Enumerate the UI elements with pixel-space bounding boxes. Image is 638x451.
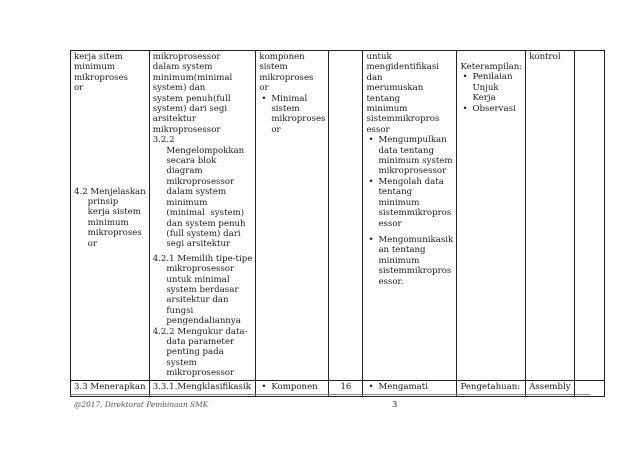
competency-text-top: kerja sitem minimum mikroproses or <box>74 52 129 94</box>
assessment-cell: Pengetahuan: <box>457 380 526 396</box>
footer-rule <box>70 394 590 395</box>
material-text: komponen sistem mikroproses or <box>259 52 314 94</box>
activity-list <box>366 135 453 287</box>
time-cell: 16 <box>329 380 363 396</box>
list-item: • Mengumpulkan data tentang minimum system mikroprosessor <box>366 135 453 177</box>
list-item: • Observasi <box>460 104 522 114</box>
indicator-cell: 3.3.1.Mengklasifikasik <box>149 380 256 396</box>
activity-text: untuk mengidentifikasi dan merumuskan tentang minimum sistemmikropros essor <box>366 52 440 135</box>
indicator-text: 4.2.1 Memilih tipe-tipe mikroprosessor untuk minimal system berdasar arsitektur dan fungsi pengendaliannya <box>152 253 253 327</box>
competency-cell <box>71 51 150 381</box>
material-cell <box>256 51 329 381</box>
resource-cell: Assembly <box>526 380 574 396</box>
time-cell <box>329 51 363 381</box>
footer-organization: @2017, Direktorat Pembinaan SMK <box>74 400 209 409</box>
list-item: • Mengolah data tentang minimum sistemmikropros essor <box>366 177 453 229</box>
resource-text: kontrol <box>529 52 561 62</box>
resource-cell <box>526 51 574 381</box>
assessment-label: Keterampilan: <box>460 62 523 72</box>
activity-cell <box>363 51 457 381</box>
indicator-cell <box>149 51 256 381</box>
indicator-text: 4.2.2 Mengukur data- data parameter penting pada system mikroprosessor <box>152 326 248 379</box>
competency-cell: 3.3 Menerapkan <box>71 380 150 396</box>
competency-text-bottom: 4.2 Menjelaskan prinsip kerja sistem minimum mikroproses or <box>74 186 146 249</box>
indicator-text: mikroprosessor dalam system minimum(minimal system) dan system penuh(full system) dari segi arsitektur mikroprosessor <box>152 52 233 135</box>
list-item: • Penilaian Unjuk Kerja <box>460 72 522 103</box>
indicator-text: 3.2.2 Mengelompokkan secara blok diagram mikroprosessor dalam system minimum (minimal system) dan system penuh (full system) dari segi arsitektur <box>152 135 246 250</box>
empty-cell <box>574 51 604 381</box>
list-item: • Mengamati <box>366 382 453 392</box>
list-item: • Minimal sistem mikroproses or <box>259 94 325 136</box>
assessment-cell <box>457 51 526 381</box>
assessment-list <box>460 72 522 114</box>
list-item: • Mengomunikasik an tentang minimum sistemmikropros essor. <box>366 235 453 287</box>
table-row <box>71 51 605 381</box>
page-number: 3 <box>392 399 398 409</box>
material-list <box>259 94 325 136</box>
syllabus-table <box>70 50 605 397</box>
list-item: • Komponen <box>259 382 325 392</box>
